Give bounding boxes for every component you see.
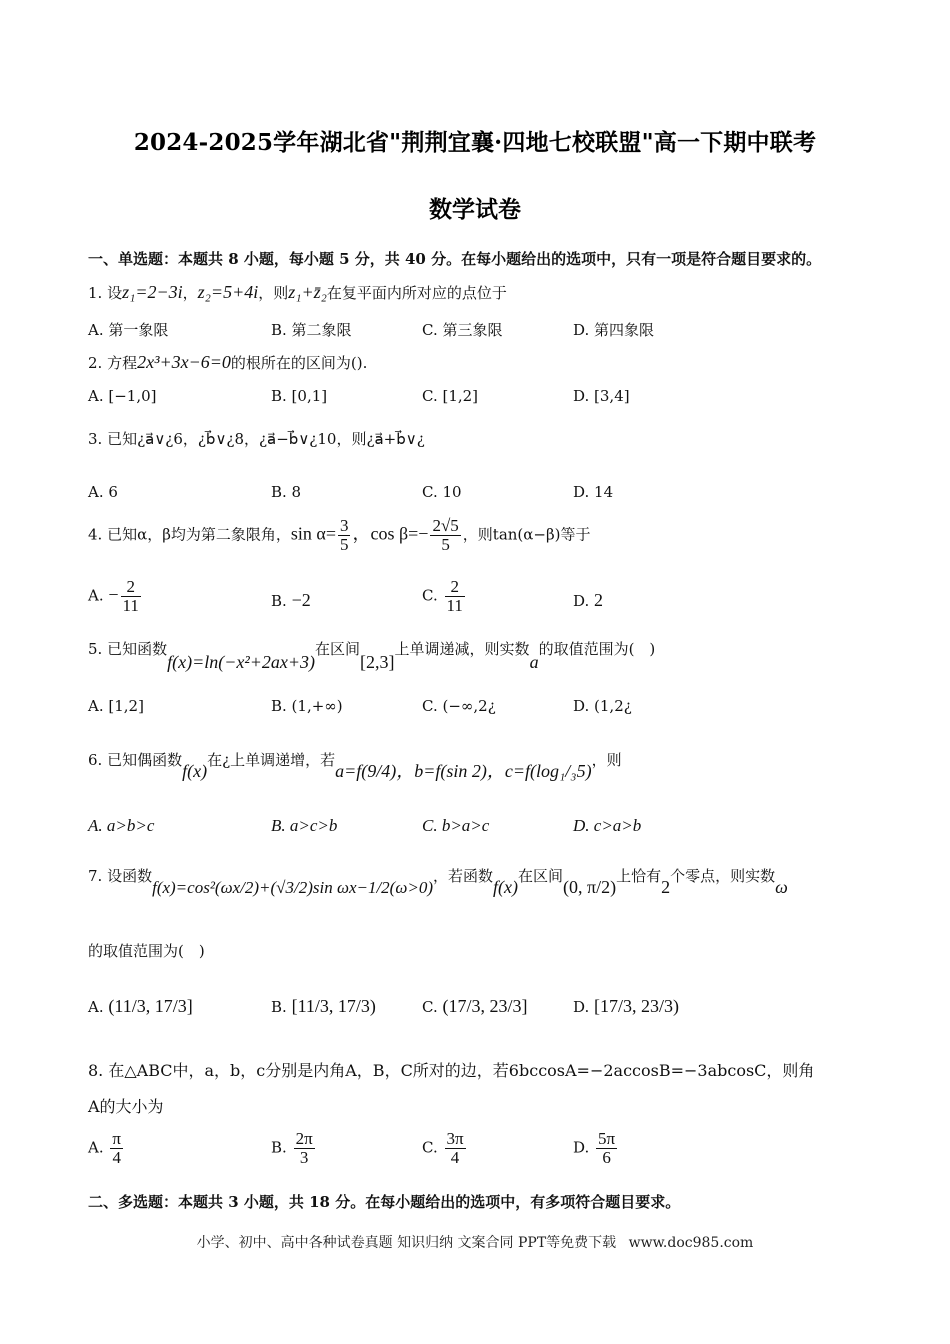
q8-a-den: 4 <box>112 1147 121 1167</box>
q7-c-label: C. <box>422 998 438 1016</box>
q5-stem-mid: 在区间 <box>315 640 361 658</box>
q7-stem-mid3: 上恰有 <box>616 867 662 885</box>
q7-stem-mid2: 在区间 <box>517 867 563 885</box>
q8-b-num: 2π <box>295 1129 313 1148</box>
q5-stem-mid2: 上单调递减，则实数 <box>394 640 530 658</box>
q5-variable-a: a <box>529 652 539 672</box>
q2-option-d: D. [3,4] <box>573 387 630 405</box>
q3-option-a: A. 6 <box>88 483 118 501</box>
q3-option-d: D. 14 <box>573 483 614 501</box>
q4-d-label: D. <box>573 592 590 610</box>
q2-stem-prefix: 2. 方程 <box>88 354 138 372</box>
q6-a-expression: a=f(9/4) <box>335 761 397 781</box>
q6-stem-mid: 在¿上单调递增，若 <box>207 751 336 769</box>
q2-option-c: C. [1,2] <box>422 387 479 405</box>
q1-option-b: B. 第二象限 <box>271 321 352 339</box>
q8-b-label: B. <box>271 1138 287 1157</box>
q6-b-expression: ，b=f(sin 2) <box>396 761 487 781</box>
q5-option-b: B. (1,+∞) <box>271 697 343 715</box>
q1-stem-mid: ，则 <box>258 284 289 302</box>
q4-a-num: 2 <box>121 578 141 597</box>
question-3-stem: 3. 已知¿a⃗∨¿6，¿b⃗∨¿8，¿a⃗−b⃗∨¿10，则¿a⃗+b⃗∨¿ <box>88 430 425 448</box>
q4-cos-num: 2√5 <box>432 516 459 535</box>
q6-option-c: C. b>a>c <box>422 816 490 835</box>
q5-function: f(x)=ln(−x²+2ax+3) <box>167 652 316 672</box>
q7-d-interval: [17/3, 23/3) <box>594 996 680 1016</box>
question-6-stem <box>88 745 622 781</box>
q1-option-d: D. 第四象限 <box>573 321 655 339</box>
q4-option-b <box>271 590 311 611</box>
q4-a-sign: − <box>108 584 119 605</box>
q8-a-fraction <box>110 1130 123 1167</box>
q7-function: f(x)=cos²(ωx/2)+(√3/2)sin ωx−1/2(ω>0) <box>152 878 433 897</box>
q4-c-label: C. <box>422 586 438 605</box>
q4-a-label: A. <box>88 586 104 605</box>
question-7-stem-continued: 的取值范围为( ) <box>88 942 205 960</box>
q5-option-a: A. [1,2] <box>88 697 144 715</box>
q8-d-fraction <box>596 1130 617 1167</box>
question-5-stem <box>88 638 656 672</box>
q4-option-c <box>422 578 467 615</box>
q1-option-a: A. 第一象限 <box>88 321 169 339</box>
q8-c-fraction <box>445 1130 466 1167</box>
q8-option-c <box>422 1130 468 1167</box>
q4-sin-den: 5 <box>339 534 349 554</box>
q7-b-interval: [11/3, 17/3) <box>291 996 376 1016</box>
q1-sep: ， <box>182 284 198 302</box>
q4-c-fraction <box>445 578 465 615</box>
q7-omega: ω <box>775 877 788 897</box>
q4-sin-num: 3 <box>339 516 349 535</box>
q4-d-value: 2 <box>594 590 604 610</box>
q7-a-interval: (11/3, 17/3] <box>108 996 193 1016</box>
q4-a-fraction <box>121 578 141 615</box>
footer-site-link[interactable]: www.doc985.com <box>628 1235 754 1251</box>
q5-stem-suffix: 的取值范围为( ) <box>538 640 656 658</box>
question-4-stem <box>88 517 591 554</box>
q4-stem-prefix: 4. 已知α，β均为第二象限角， <box>88 525 291 544</box>
section-multiple-choice-header: 二、多选题：本题共 3 小题，共 18 分。在每小题给出的选项中，有多项符合题目要求。 <box>88 1193 681 1211</box>
q7-zero-count: 2 <box>661 877 671 897</box>
q4-sin-fraction <box>338 517 351 554</box>
q7-d-label: D. <box>573 998 590 1016</box>
q6-option-d: D. c>a>b <box>573 816 642 835</box>
q3-option-b: B. 8 <box>271 483 302 501</box>
q4-b-label: B. <box>271 592 287 610</box>
section-single-choice-header: 一、单选题：本题共 8 小题，每小题 5 分，共 40 分。在每小题给出的选项中，只有一项是符合题目要求的。 <box>88 250 822 268</box>
q4-cos-den: 5 <box>441 534 450 554</box>
q6-option-a: A. a>b>c <box>88 816 155 835</box>
q8-option-a <box>88 1130 125 1167</box>
q4-a-den: 11 <box>122 595 139 615</box>
q8-a-label: A. <box>88 1138 104 1157</box>
q7-option-b <box>271 996 376 1017</box>
q8-b-fraction <box>294 1130 315 1167</box>
q8-option-d <box>573 1130 619 1167</box>
question-8-stem-continued: A的大小为 <box>88 1097 164 1116</box>
q7-b-label: B. <box>271 998 287 1016</box>
q2-option-b: B. [0,1] <box>271 387 328 405</box>
question-7-stem <box>88 865 788 897</box>
q8-d-den: 6 <box>602 1147 611 1167</box>
q7-option-d <box>573 996 679 1017</box>
q8-d-num: 5π <box>598 1129 616 1148</box>
q8-option-b <box>271 1130 317 1167</box>
q2-equation: 2x³+3x−6=0 <box>137 352 231 372</box>
question-1-stem <box>88 282 507 303</box>
q7-function-ref: f(x) <box>493 877 518 897</box>
q7-c-interval: (17/3, 23/3] <box>442 996 528 1016</box>
q1-stem-suffix: 在复平面内所对应的点位于 <box>326 284 507 302</box>
q1-expression: z₁+z̄₂ <box>288 282 327 302</box>
q5-stem-prefix: 5. 已知函数 <box>88 640 168 658</box>
q8-d-label: D. <box>573 1138 590 1157</box>
q3-option-c: C. 10 <box>422 483 462 501</box>
q5-option-c: C. (−∞,2¿ <box>422 697 496 715</box>
q1-z2: z₂=5+4i <box>197 282 259 302</box>
q4-b-value: −2 <box>291 590 311 610</box>
q6-function: f(x) <box>182 761 208 781</box>
q4-sin: sin α= <box>290 523 336 544</box>
q8-c-num: 3π <box>446 1129 464 1148</box>
q4-stem-suffix: ，则tan(α−β)等于 <box>462 525 591 544</box>
q6-stem-prefix: 6. 已知偶函数 <box>88 751 183 769</box>
q5-option-d: D. (1,2¿ <box>573 697 632 715</box>
q7-stem-mid: ，若函数 <box>432 867 493 885</box>
exam-title: 2024-2025学年湖北省"荆荆宜襄·四地七校联盟"高一下期中联考 <box>133 129 817 156</box>
q5-interval: [2,3] <box>360 652 395 672</box>
q7-interval: (0, π/2) <box>563 877 617 897</box>
q8-a-num: π <box>112 1129 121 1148</box>
q8-c-den: 4 <box>450 1147 460 1167</box>
q7-option-c <box>422 996 528 1017</box>
q8-c-label: C. <box>422 1138 438 1157</box>
q7-option-a <box>88 996 193 1017</box>
q4-c-num: 2 <box>445 578 465 597</box>
q7-stem-mid4: 个零点，则实数 <box>670 867 776 885</box>
q6-stem-suffix: ，则 <box>591 751 622 769</box>
q4-cos-fraction <box>430 517 460 554</box>
q1-stem-prefix: 1. 设 <box>88 284 123 302</box>
footer-text: 小学、初中、高中各种试卷真题 知识归纳 文案合同 PPT等免费下载 <box>196 1235 617 1251</box>
q2-stem-suffix: 的根所在的区间为(). <box>230 354 368 372</box>
q4-option-a <box>88 578 143 615</box>
question-8-stem: 8. 在△ABC中，a，b，c分别是内角A，B，C所对的边，若6bccosA=−2accosB=−3abcosC，则角 <box>88 1061 815 1080</box>
q1-z1: z₁=2−3i <box>122 282 183 302</box>
q4-option-d <box>573 590 603 611</box>
question-2-stem <box>88 352 367 373</box>
q7-a-label: A. <box>88 998 104 1016</box>
q4-c-den: 11 <box>446 595 463 615</box>
q2-option-a: A. [−1,0] <box>88 387 157 405</box>
q7-stem-prefix: 7. 设函数 <box>88 867 153 885</box>
q1-option-c: C. 第三象限 <box>422 321 503 339</box>
q4-cos: ，cos β=− <box>352 523 429 544</box>
q6-c-expression: ，c=f(log₁/₃5) <box>486 761 592 781</box>
page-footer <box>0 1232 950 1252</box>
q8-b-den: 3 <box>299 1147 309 1167</box>
exam-subtitle: 数学试卷 <box>429 196 521 223</box>
q6-option-b: B. a>c>b <box>271 816 338 835</box>
